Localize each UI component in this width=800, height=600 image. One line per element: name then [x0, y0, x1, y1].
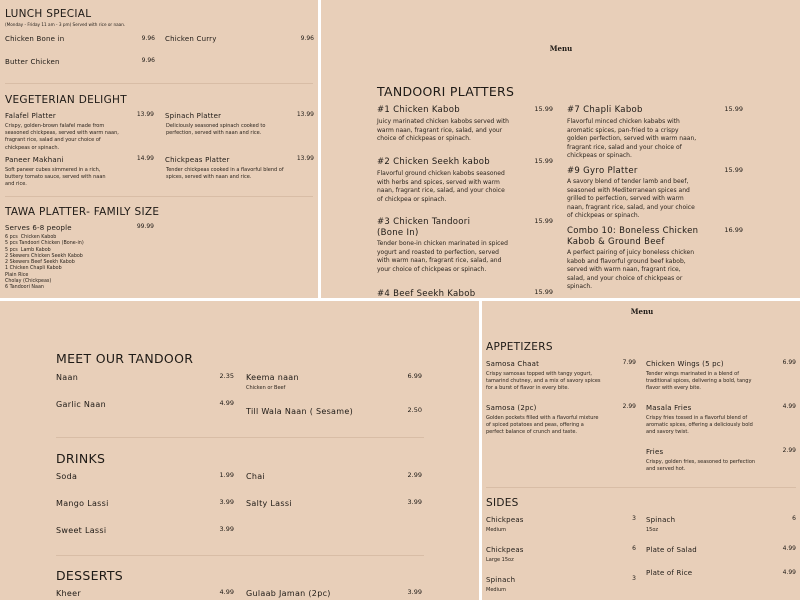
section-title-lunch: LUNCH SPECIAL [5, 8, 92, 20]
menu-item-price: 3 [632, 515, 636, 522]
menu-item-price: 2.35 [219, 372, 234, 380]
section-title-tandoori: TANDOORI PLATTERS [377, 84, 515, 99]
divider [5, 83, 313, 84]
menu-item-price: 9.96 [141, 35, 155, 42]
menu-item-price: 9.96 [141, 57, 155, 64]
menu-item-name: Paneer Makhani [5, 156, 64, 164]
divider [486, 487, 796, 488]
menu-item-name: Kheer [56, 589, 81, 598]
menu-item-price: 13.99 [296, 111, 314, 118]
menu-item-price: 4.99 [782, 545, 796, 552]
lunch-subtitle: (Monday - Friday 11 am - 3 pm) Served with rice or naan. [5, 22, 126, 27]
menu-label: Menu [549, 44, 573, 53]
menu-item-name: Spinach Platter [165, 112, 222, 120]
menu-item-price: 4.99 [782, 569, 796, 576]
menu-item-price: 1.99 [219, 471, 234, 479]
section-title-tawa: TAWA PLATTER- FAMILY SIZE [5, 206, 160, 218]
menu-item-sub: Medium [486, 527, 506, 533]
menu-item-name: #9 Gyro Platter [567, 166, 638, 176]
menu-item-desc: Crispy samosas topped with tangy yogurt, tamarind chutney, and a mix of savory spices for a burst of flavor in every bite. [486, 371, 601, 392]
menu-item-name: Sweet Lassi [56, 526, 107, 535]
menu-item-price: 6 [792, 515, 796, 522]
menu-item-desc: Crispy, golden-brown falafel made from seasoned chickpeas, served with warm naan, fragrant rice, salad and your choice of chickpeas or spinach. [5, 123, 119, 151]
menu-item-desc: Deliciously seasoned spinach cooked to perfection, served with naan and rice. [166, 123, 266, 137]
menu-item-name: #2 Chicken Seekh kabob [377, 157, 490, 167]
menu-item-sub: Large 15oz [486, 557, 514, 563]
menu-item-name: Falafel Platter [5, 112, 56, 120]
menu-item-price: 15.99 [534, 157, 553, 165]
menu-item-name: Chicken Bone in [5, 35, 65, 43]
menu-item-price: 14.99 [136, 155, 154, 162]
menu-item-sub: Chicken or Beef [246, 385, 286, 391]
menu-item-sub: Medium [486, 587, 506, 593]
divider [56, 555, 424, 556]
menu-item-price: 99.99 [136, 223, 154, 230]
menu-item-name: Chai [246, 472, 265, 481]
section-title-veg: VEGETERIAN DELIGHT [5, 94, 127, 106]
menu-item-name: Soda [56, 472, 78, 481]
menu-item-desc: Golden pockets filled with a flavorful mixture of spiced potatoes and peas, offering a perfect balance of crunch and taste. [486, 415, 599, 436]
menu-item-desc: Tender bone-in chicken marinated in spiced yogurt and roasted to perfection, served with warm naan, fragrant rice, salad, and your choice of chickpeas or spinach. [377, 240, 508, 273]
menu-item-price: 15.99 [534, 217, 553, 225]
menu-item-price: 4.99 [782, 403, 796, 410]
menu-item-name: Spinach [646, 516, 676, 524]
menu-item-price: 15.99 [534, 288, 553, 296]
menu-item-desc: Flavorful ground chicken kabobs seasoned with herbs and spices, served with warm naan, fragrant rice, salad, and your choice of chickpea or spinach. [377, 170, 505, 203]
divider [56, 437, 424, 438]
menu-item-name: Till Wala Naan ( Sesame) [246, 407, 353, 416]
menu-item-name: Spinach [486, 576, 516, 584]
menu-item-name: Combo 10: Boneless Chicken Kabob & Ground Beef [567, 226, 699, 247]
menu-page-tandoor-drinks [0, 301, 479, 600]
menu-item-desc: Soft paneer cubes simmered in a rich, buttery tomato sauce, served with naan and rice. [5, 167, 106, 188]
menu-item-name: Mango Lassi [56, 499, 109, 508]
menu-item-price: 15.99 [534, 105, 553, 113]
menu-item-name: Chicken Wings (5 pc) [646, 360, 724, 368]
menu-item-name: Chickpeas [486, 516, 524, 524]
menu-item-name: Masala Fries [646, 404, 692, 412]
menu-item-name: Serves 6-8 people [5, 224, 72, 232]
menu-item-price: 2.50 [407, 406, 422, 414]
menu-item-name: #3 Chicken Tandoori (Bone In) [377, 217, 471, 238]
menu-page-tandoori [321, 0, 800, 298]
menu-page-appetizers-sides [482, 301, 800, 600]
menu-item-price: 13.99 [136, 111, 154, 118]
menu-item-name: Gulaab Jaman (2pc) [246, 589, 331, 598]
menu-item-price: 6 [632, 545, 636, 552]
menu-item-desc: Tender wings marinated in a blend of traditional spices, delivering a bold, tangy flavor with every bite. [646, 371, 752, 392]
menu-item-price: 2.99 [622, 403, 636, 410]
menu-item-price: 3.99 [407, 498, 422, 506]
menu-item-name: Samosa Chaat [486, 360, 540, 368]
menu-item-name: Butter Chicken [5, 58, 60, 66]
menu-item-price: 6.99 [407, 372, 422, 380]
divider [5, 196, 313, 197]
tawa-contents-list: 6 pcs Chicken Kabob 5 pcs Tandoori Chicken (Bone-in) 5 pcs Lamb Kabob 2 Skewers Chicken Seekh Kabob 2 Skewers Beef Seekh Kabob 1 Chicken Chapli Kabob Plain Rice Cholay (Chickpeas) 6 Tandoori Naan [5, 235, 84, 291]
menu-item-name: Chickpeas Platter [165, 156, 230, 164]
menu-item-name: #7 Chapli Kabob [567, 105, 643, 115]
menu-item-price: 2.99 [782, 447, 796, 454]
section-title-appetizers: APPETIZERS [486, 341, 553, 353]
section-title-drinks: DRINKS [56, 451, 106, 466]
menu-page-lunch-veg [0, 0, 318, 298]
menu-item-name: Chicken Curry [165, 35, 217, 43]
menu-item-name: Plate of Salad [646, 546, 697, 554]
section-title-sides: SIDES [486, 497, 519, 509]
menu-item-price: 16.99 [724, 226, 743, 234]
menu-item-name: Naan [56, 373, 79, 382]
menu-item-price: 15.99 [724, 166, 743, 174]
menu-item-desc: A perfect pairing of juicy boneless chicken kabob and flavorful ground beef kabob, served with warm naan, fragrant rice, salad, and your choice of chickpeas or spinach. [567, 249, 695, 291]
menu-item-name: #4 Beef Seekh Kabob [377, 289, 476, 298]
section-title-desserts: DESSERTS [56, 568, 124, 583]
menu-item-price: 15.99 [724, 105, 743, 113]
menu-item-name: Samosa (2pc) [486, 404, 537, 412]
menu-item-desc: A savory blend of tender lamb and beef, seasoned with Mediterranean spices and grilled to perfection, served with warm naan, fragrant rice, salad, and your choice of chickpeas or spinach. [567, 178, 695, 220]
menu-item-price: 6.99 [782, 359, 796, 366]
menu-item-price: 7.99 [622, 359, 636, 366]
menu-item-price: 3 [632, 575, 636, 582]
menu-item-price: 2.99 [407, 471, 422, 479]
section-title-tandoor: MEET OUR TANDOOR [56, 351, 194, 366]
menu-item-desc: Crispy fries tossed in a flavorful blend of aromatic spices, offering a deliciously bold and savory twist. [646, 415, 753, 436]
menu-item-price: 3.99 [219, 525, 234, 533]
menu-item-name: #1 Chicken Kabob [377, 105, 460, 115]
menu-item-name: Garlic Naan [56, 400, 106, 409]
menu-item-name: Fries [646, 448, 664, 456]
menu-item-price: 3.99 [219, 498, 234, 506]
menu-item-name: Keema naan [246, 373, 299, 382]
menu-item-price: 4.99 [219, 588, 234, 596]
menu-item-sub: 15oz [646, 527, 659, 533]
menu-item-price: 9.96 [300, 35, 314, 42]
menu-item-desc: Flavorful minced chicken kababs with aromatic spices, pan-fried to a crispy golden perfection, served with warm naan, fragrant rice, salad and your choice of chickpeas or spinach. [567, 118, 697, 160]
menu-item-desc: Crispy, golden fries, seasoned to perfection and served hot. [646, 459, 756, 473]
menu-item-desc: Tender chickpeas cooked in a flavorful blend of spices, served with naan and rice. [166, 167, 284, 181]
menu-item-name: Chickpeas [486, 546, 524, 554]
menu-item-desc: Juicy marinated chicken kabobs served with warm naan, fragrant rice, salad, and your choice of chickpeas or spinach. [377, 118, 509, 143]
menu-item-price: 4.99 [219, 399, 234, 407]
menu-item-name: Plate of Rice [646, 569, 693, 577]
menu-item-price: 3.99 [407, 588, 422, 596]
menu-item-name: Salty Lassi [246, 499, 292, 508]
menu-label: Menu [630, 307, 654, 316]
menu-item-price: 13.99 [296, 155, 314, 162]
